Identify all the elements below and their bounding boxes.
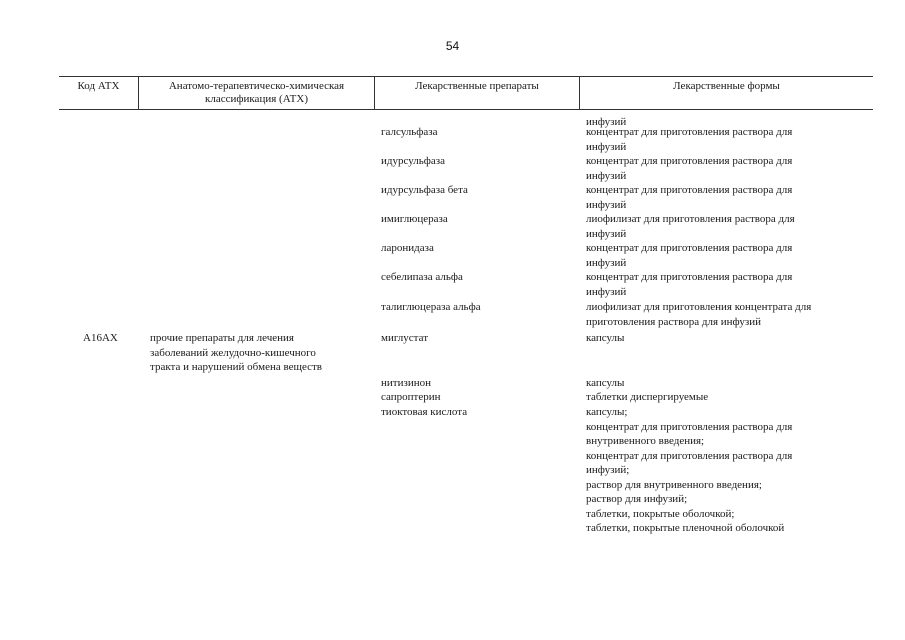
- drug-name: миглустат: [381, 332, 429, 344]
- dosage-form-line: раствор для внутривенного введения;: [586, 478, 762, 491]
- drug-name: нитизинон: [381, 377, 431, 389]
- atc-classification: [150, 331, 322, 375]
- dosage-form-line: инфузий: [586, 256, 627, 269]
- classification-line: прочие препараты для лечения: [150, 332, 294, 344]
- dosage-form-line: инфузий: [586, 169, 627, 182]
- header-drugs: Лекарственные препараты: [375, 77, 580, 109]
- dosage-forms: [586, 183, 792, 212]
- dosage-forms: [586, 405, 792, 536]
- dosage-form-line: концентрат для приготовления раствора для: [586, 126, 793, 138]
- drug-name: идурсульфаза бета: [381, 184, 468, 196]
- dosage-form-line: инфузий: [586, 116, 627, 128]
- classification-line: заболеваний желудочно-кишечного: [150, 346, 316, 359]
- dosage-form-line: инфузий: [586, 198, 627, 211]
- dosage-forms: [586, 376, 624, 391]
- dosage-forms: [586, 331, 624, 346]
- table-header: [59, 76, 873, 110]
- dosage-forms: [586, 300, 811, 329]
- header-classification-line1: Анатомо-терапевтическо-химическая: [168, 80, 345, 92]
- atc-code: A16AX: [83, 332, 118, 344]
- drug-name: талиглюцераза альфа: [381, 301, 481, 313]
- dosage-forms: [586, 270, 792, 299]
- dosage-form-line: концентрат для приготовления раствора для: [586, 449, 793, 462]
- dosage-form-line: концентрат для приготовления раствора для: [586, 184, 793, 196]
- dosage-forms: [586, 241, 792, 270]
- dosage-form-line: таблетки, покрытые пленочной оболочкой: [586, 522, 785, 534]
- dosage-form-line: капсулы: [586, 332, 625, 344]
- drug-name: галсульфаза: [381, 126, 438, 138]
- classification-line: тракта и нарушений обмена веществ: [150, 361, 322, 373]
- drug-name: ларонидаза: [381, 242, 434, 254]
- dosage-form-line: капсулы: [586, 377, 625, 389]
- dosage-form-line: таблетки, покрытые оболочкой;: [586, 507, 735, 520]
- drug-name: идурсульфаза: [381, 155, 445, 167]
- dosage-forms: [586, 154, 792, 183]
- dosage-form-line: концентрат для приготовления раствора для: [586, 271, 793, 283]
- dosage-form-line: лиофилизат для приготовления раствора для: [586, 213, 795, 225]
- drug-name: имиглюцераза: [381, 213, 448, 225]
- drug-name: тиоктовая кислота: [381, 406, 468, 418]
- dosage-form-line: инфузий: [586, 227, 627, 240]
- dosage-form-line: инфузий: [586, 285, 627, 298]
- dosage-form-line: лиофилизат для приготовления концентрата для: [586, 301, 812, 313]
- dosage-form-line: концентрат для приготовления раствора для: [586, 420, 793, 433]
- header-classification-line2: классификация (АТХ): [205, 93, 308, 105]
- dosage-form-line: капсулы;: [586, 406, 628, 418]
- page-number: 54: [445, 39, 460, 53]
- dosage-form-line: концентрат для приготовления раствора для: [586, 155, 793, 167]
- header-classification: [139, 77, 375, 109]
- drug-name: сапроптерин: [381, 391, 441, 403]
- dosage-form-line: приготовления раствора для инфузий: [586, 315, 761, 328]
- dosage-form-line: раствор для инфузий;: [586, 493, 688, 505]
- header-code: Код АТХ: [59, 77, 139, 109]
- header-forms: Лекарственные формы: [673, 80, 780, 92]
- dosage-form-line: инфузий: [586, 140, 627, 153]
- dosage-form-line: внутривенного введения;: [586, 435, 705, 447]
- drug-name: себелипаза альфа: [381, 271, 463, 283]
- dosage-forms: [586, 390, 708, 405]
- dosage-form-line: концентрат для приготовления раствора для: [586, 242, 793, 254]
- dosage-forms: [586, 125, 792, 154]
- dosage-forms: [586, 212, 795, 241]
- dosage-form-line: таблетки диспергируемые: [586, 391, 709, 403]
- dosage-form-line: инфузий;: [586, 464, 630, 476]
